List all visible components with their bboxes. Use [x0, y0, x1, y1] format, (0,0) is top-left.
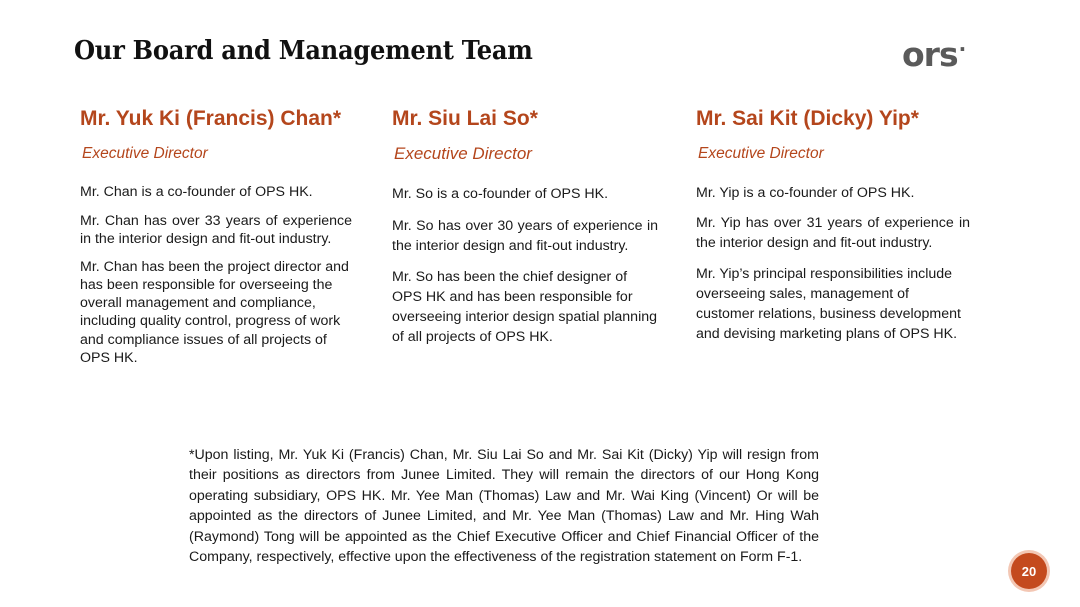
- logo-dot: ·: [958, 37, 966, 61]
- bio-paragraph: Mr. Chan is a co-founder of OPS HK.: [80, 184, 313, 200]
- bio-paragraph: Mr. Yip’s principal responsibilities include overseeing sales, management of customer relations, business development and devising marketing plans of OPS HK.: [696, 266, 961, 342]
- person-name: Mr. Siu Lai So*: [392, 107, 538, 130]
- person-role: Executive Director: [82, 145, 208, 162]
- bio-paragraph: Mr. So is a co-founder of OPS HK.: [392, 186, 609, 202]
- slide-title: Our Board and Management Team: [74, 36, 533, 66]
- page-number-badge: 20: [1011, 553, 1047, 589]
- profile-card-chan: [80, 104, 352, 367]
- bio-paragraph: Mr. Yip has over 31 years of experience in the interior design and fit-out industry.: [696, 215, 970, 251]
- profile-card-yip: [696, 104, 970, 344]
- bio-paragraph: Mr. Yip is a co-founder of OPS HK.: [696, 185, 915, 201]
- bio-paragraph: Mr. Chan has been the project director and has been responsible for overseeing the overall management and compliance, including quality control, progress of work and compliance issues of all projects of OPS HK.: [80, 258, 349, 367]
- bio-paragraph: Mr. So has been the chief designer of OPS HK and has been responsible for overseeing interior design spatial planning of all projects of OPS HK.: [392, 269, 658, 345]
- profile-card-so: [392, 104, 658, 347]
- listing-footnote: *Upon listing, Mr. Yuk Ki (Francis) Chan, Mr. Siu Lai So and Mr. Sai Kit (Dicky) Yip will resign from their positions as directors from Junee Limited. They will remain the directors of our Hong Kong operating subsidiary, OPS HK. Mr. Yee Man (Thomas) Law and Mr. Wai King (Vincent) Or will be appointed as the directors of Junee Limited, and Mr. Yee Man (Thomas) Law and Mr. Hing Wah (Raymond) Tong will be appointed as the Chief Executive Officer and Chief Financial Officer of the Company, respectively, effective upon the effectiveness of the registration statement on Form F-1.: [189, 447, 819, 566]
- company-logo: [902, 35, 966, 74]
- logo-wordmark: ors: [902, 35, 958, 74]
- bio-paragraph: Mr. So has over 30 years of experience in the interior design and fit-out industry.: [392, 218, 658, 254]
- person-role: Executive Director: [698, 145, 824, 162]
- bio-paragraph: Mr. Chan has over 33 years of experience in the interior design and fit-out industry.: [80, 213, 352, 248]
- person-name: Mr. Yuk Ki (Francis) Chan*: [80, 107, 342, 130]
- person-role: Executive Director: [394, 144, 532, 163]
- person-name: Mr. Sai Kit (Dicky) Yip*: [696, 107, 919, 130]
